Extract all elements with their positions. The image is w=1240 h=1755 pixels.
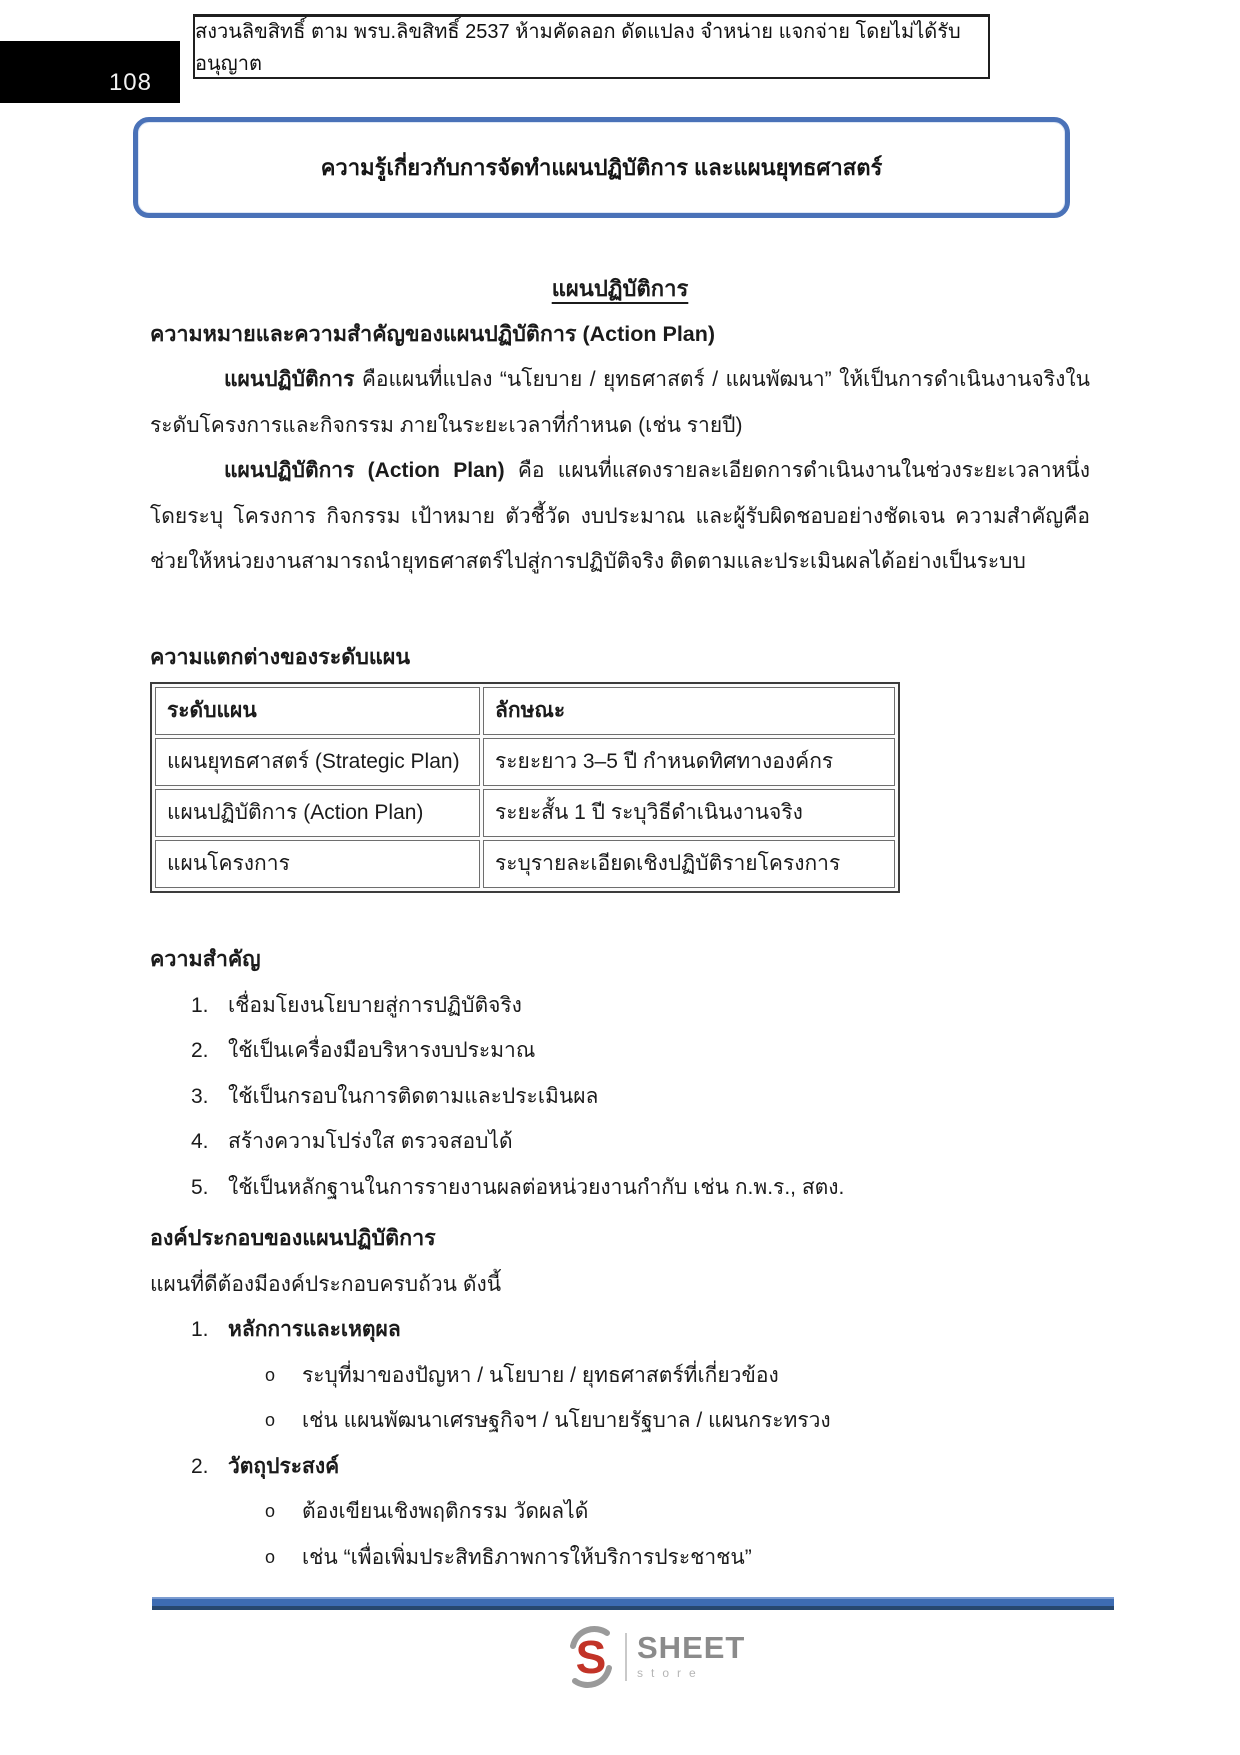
- list-item: [150, 983, 1090, 1029]
- sub-list-item-text: ระบุที่มาของปัญหา / นโยบาย / ยุทธศาสตร์ที่เกี่ยวข้อง: [302, 1363, 779, 1387]
- page-number: 108: [108, 69, 152, 96]
- footer-divider-bar: [152, 1597, 1114, 1610]
- definition-paragraph-1: [150, 357, 1090, 448]
- circle-bullet-marker: o: [265, 1546, 276, 1567]
- list-item-text: ใช้เป็นเครื่องมือบริหารงบประมาณ: [228, 1039, 536, 1062]
- list-item-number: 1.: [191, 993, 209, 1017]
- sub-list-item: [150, 1353, 1090, 1399]
- list-item: [150, 1307, 1090, 1353]
- list-item: [150, 1444, 1090, 1490]
- definition-section-heading: ความหมายและความสำคัญของแผนปฏิบัติการ (Action Plan): [150, 321, 716, 346]
- list-item-number: 4.: [191, 1130, 209, 1153]
- copyright-text: สงวนลิขสิทธิ์ ตาม พรบ.ลิขสิทธิ์ 2537 ห้ามคัดลอก ดัดแปลง จำหน่าย แจกจ่าย โดยไม่ได้รับอนุญาต: [195, 21, 961, 75]
- circle-bullet-marker: o: [265, 1364, 276, 1385]
- document-body: [150, 0, 1090, 1580]
- sub-list-item: [150, 1535, 1090, 1581]
- sub-list-item: [150, 1398, 1090, 1444]
- table-header-level: ระดับแผน: [155, 687, 480, 735]
- sub-list-item: [150, 1489, 1090, 1535]
- table-cell-level: แผนยุทธศาสตร์ (Strategic Plan): [155, 738, 480, 786]
- table-cell-level: แผนปฏิบัติการ (Action Plan): [155, 789, 480, 837]
- list-item-title: วัตถุประสงค์: [228, 1454, 340, 1478]
- sheet-store-s-icon: [563, 1626, 619, 1688]
- table-header-row: [155, 687, 895, 735]
- list-item-text: ใช้เป็นกรอบในการติดตามและประเมินผล: [228, 1084, 599, 1108]
- list-item-number: 3.: [191, 1084, 209, 1108]
- definition-paragraph-2: [150, 448, 1090, 585]
- list-item-title: หลักการและเหตุผล: [228, 1318, 401, 1341]
- circle-bullet-marker: o: [265, 1501, 276, 1521]
- sub-list-item-text: เช่น “เพื่อเพิ่มประสิทธิภาพการให้บริการประชาชน”: [302, 1545, 752, 1569]
- page-title: ความรู้เกี่ยวกับการจัดทำแผนปฏิบัติการ และแผนยุทธศาสตร์: [320, 155, 883, 180]
- paragraph-text: คือ แผนที่แสดงรายละเอียดการดำเนินงานในช่วงระยะเวลาหนึ่ง โดยระบุ โครงการ กิจกรรม เป้าหมาย ตัวชี้วัด งบประมาณ และผู้รับผิดชอบอย่างชัดเจน ความสำคัญคือ ช่วยให้หน่วยงานสามารถนำยุทธศาสตร์ไปสู่การปฏิบัติจริง ติดตามและประเมินผลได้อย่างเป็นระบบ: [150, 459, 1090, 573]
- list-item: [150, 1028, 1090, 1074]
- importance-section-heading: ความสำคัญ: [150, 947, 261, 971]
- list-item-text: สร้างความโปร่งใส ตรวจสอบได้: [228, 1130, 513, 1153]
- list-item-number: 2.: [191, 1454, 209, 1478]
- list-item: [150, 1074, 1090, 1120]
- brand-name: SHEET: [637, 1630, 746, 1665]
- list-item: [150, 1165, 1090, 1211]
- table-cell-level: แผนโครงการ: [155, 840, 480, 888]
- table-header-characteristic: ลักษณะ: [483, 687, 895, 735]
- components-section-heading: องค์ประกอบของแผนปฏิบัติการ: [150, 1226, 436, 1250]
- plan-levels-table: [150, 682, 900, 893]
- sheet-store-logo: [563, 1626, 745, 1688]
- brand-subtitle: store: [637, 1666, 704, 1680]
- list-item-text: เชื่อมโยงนโยบายสู่การปฏิบัติจริง: [228, 993, 522, 1017]
- sub-list-item-text: เช่น แผนพัฒนาเศรษฐกิจฯ / นโยบายรัฐบาล / แผนกระทรวง: [302, 1409, 831, 1432]
- logo-divider-line: [625, 1633, 627, 1681]
- table-cell-characteristic: ระบุรายละเอียดเชิงปฏิบัติรายโครงการ: [483, 840, 895, 888]
- table-row: [155, 738, 895, 786]
- list-item-number: 1.: [191, 1318, 209, 1341]
- table-row: [155, 789, 895, 837]
- table-row: [155, 840, 895, 888]
- logo-text-block: [637, 1630, 746, 1681]
- svg-text:S: S: [575, 1631, 607, 1683]
- main-heading: แผนปฏิบัติการ: [551, 276, 689, 301]
- paragraph-lead-bold: แผนปฏิบัติการ (Action Plan): [224, 459, 505, 482]
- sub-list-item-text: ต้องเขียนเชิงพฤติกรรม วัดผลได้: [302, 1500, 589, 1523]
- paragraph-text: คือแผนที่แปลง “นโยบาย / ยุทธศาสตร์ / แผนพัฒนา” ให้เป็นการดำเนินงานจริงในระดับโครงการและกิจกรรม ภายในระยะเวลาที่กำหนด (เช่น รายปี): [150, 368, 1090, 437]
- levels-section-heading: ความแตกต่างของระดับแผน: [150, 644, 411, 669]
- list-item-number: 2.: [191, 1039, 209, 1062]
- list-item: [150, 1119, 1090, 1165]
- list-item-text: ใช้เป็นหลักฐานในการรายงานผลต่อหน่วยงานกำกับ เช่น ก.พ.ร., สตง.: [228, 1175, 845, 1199]
- list-item-number: 5.: [191, 1175, 209, 1199]
- table-cell-characteristic: ระยะสั้น 1 ปี ระบุวิธีดำเนินงานจริง: [483, 789, 895, 837]
- components-intro: แผนที่ดีต้องมีองค์ประกอบครบถ้วน ดังนี้: [150, 1272, 502, 1296]
- table-cell-characteristic: ระยะยาว 3–5 ปี กำหนดทิศทางองค์กร: [483, 738, 895, 786]
- circle-bullet-marker: o: [265, 1410, 276, 1430]
- paragraph-lead-bold: แผนปฏิบัติการ: [224, 368, 355, 391]
